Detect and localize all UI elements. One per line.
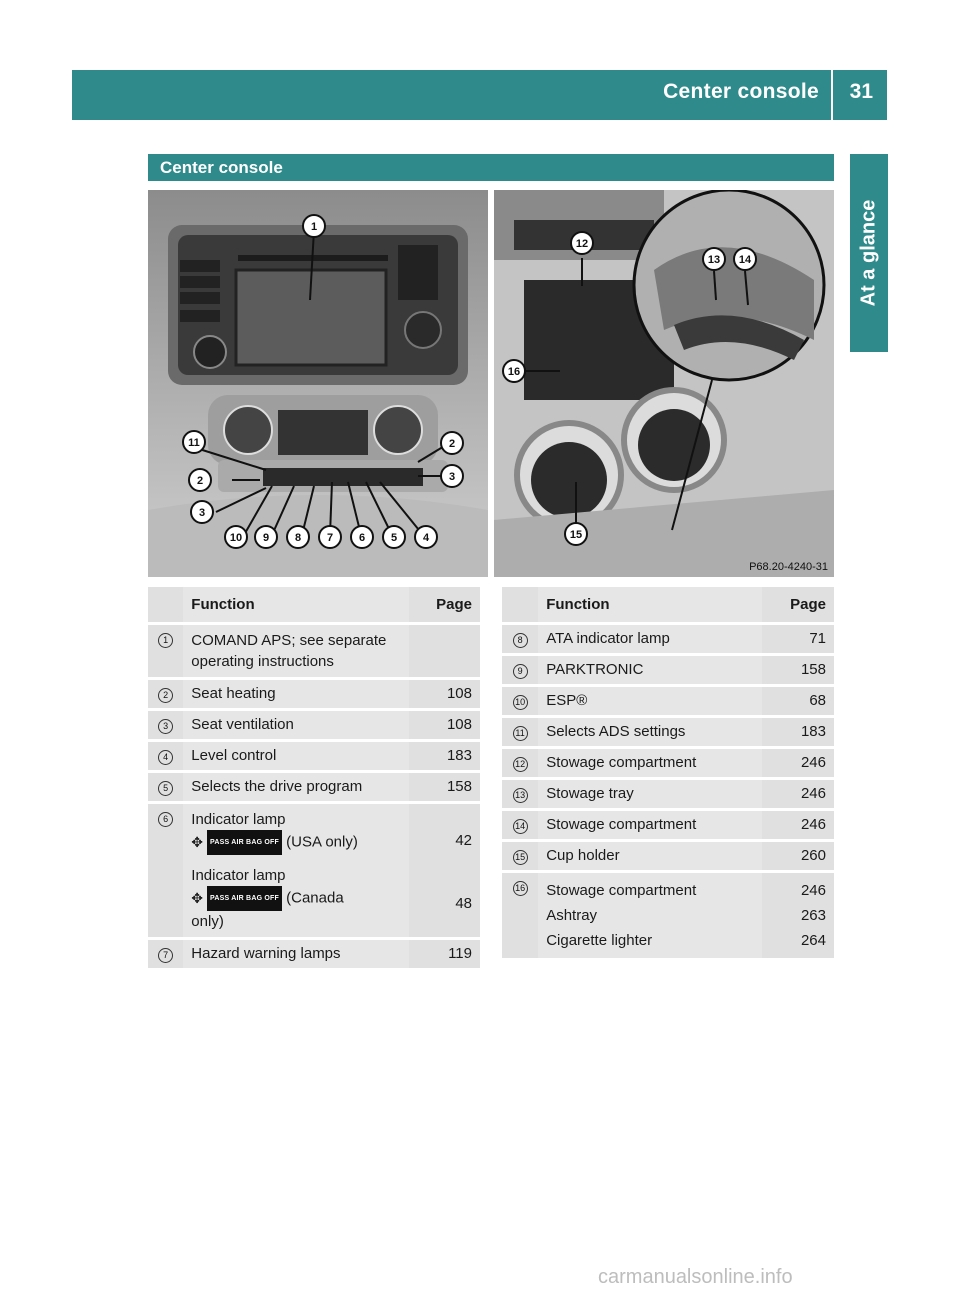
svg-text:6: 6 <box>358 532 366 544</box>
function-cell: Seat heating <box>183 680 408 708</box>
table-row <box>502 718 834 746</box>
table-row <box>502 625 834 653</box>
page-cell: 246 <box>762 780 834 808</box>
svg-text:8: 8 <box>294 532 302 544</box>
table-row <box>502 780 834 808</box>
svg-text:3: 3 <box>198 507 206 519</box>
svg-text:15: 15 <box>569 529 583 541</box>
function-cell: Seat ventilation <box>183 711 408 739</box>
function-cell: Hazard warning lamps <box>183 940 408 968</box>
function-cell: Stowage compartment <box>546 882 697 899</box>
svg-text:7: 7 <box>326 532 334 544</box>
item-number: 8 <box>513 633 528 648</box>
section-bar <box>148 154 834 181</box>
table-row <box>502 656 834 684</box>
left-function-table <box>148 584 480 971</box>
table-row <box>502 873 834 958</box>
side-tab <box>850 154 888 352</box>
photo-reference-id: P68.20-4240-31 <box>749 561 828 573</box>
svg-text:2: 2 <box>196 475 204 487</box>
function-cell: ESP® <box>538 687 761 715</box>
page-header-cell: Page <box>762 587 834 622</box>
table-header-row <box>148 587 480 622</box>
table-header-row <box>502 587 834 622</box>
function-cell: Ashtray <box>546 907 598 924</box>
page-cell: 260 <box>762 842 834 870</box>
function-cell: Level control <box>183 742 408 770</box>
item-number: 15 <box>513 850 528 865</box>
function-cell: Stowage compartment <box>538 749 761 777</box>
page-cell: 68 <box>762 687 834 715</box>
page-cell: 246 <box>762 749 834 777</box>
page-cell: 48 <box>455 895 472 912</box>
page-cell: 42 <box>455 832 472 849</box>
page-cell: 108 <box>409 711 480 739</box>
page-cell: 183 <box>409 742 480 770</box>
table-row <box>502 687 834 715</box>
page-cell: 263 <box>800 907 826 924</box>
svg-text:4: 4 <box>422 532 430 544</box>
svg-text:10: 10 <box>229 532 243 544</box>
function-cell <box>183 804 408 937</box>
function-cell: PARKTRONIC <box>538 656 761 684</box>
svg-text:9: 9 <box>262 532 270 544</box>
svg-text:13: 13 <box>707 254 721 266</box>
table-row <box>148 625 480 677</box>
page-cell: 119 <box>409 940 480 968</box>
table-row <box>502 811 834 839</box>
svg-text:11: 11 <box>188 437 200 449</box>
item-number: 1 <box>158 633 173 648</box>
function-header: Function <box>183 587 408 622</box>
item-number: 12 <box>513 757 528 772</box>
page-cell: 264 <box>800 932 826 949</box>
footer-watermark: carmanualsonline.info <box>598 1266 793 1288</box>
table-row <box>148 742 480 770</box>
pass-air-bag-off-icon: PASS AIR BAG OFF <box>207 886 282 911</box>
page-cell: 108 <box>409 680 480 708</box>
item-number: 11 <box>513 726 528 741</box>
page-cell: 246 <box>800 882 826 899</box>
function-cell: Stowage tray <box>538 780 761 808</box>
item-number: 14 <box>513 819 528 834</box>
item-number: 9 <box>513 664 528 679</box>
table-row <box>148 711 480 739</box>
item-number: 10 <box>513 695 528 710</box>
item-number: 13 <box>513 788 528 803</box>
page-cell: 158 <box>762 656 834 684</box>
side-tab-label: At a glance <box>857 199 880 307</box>
table-row <box>148 680 480 708</box>
dashboard-illustration <box>148 190 488 577</box>
pass-air-bag-off-icon: PASS AIR BAG OFF <box>207 830 282 855</box>
page-header <box>72 70 887 120</box>
table-row <box>502 842 834 870</box>
item-number: 7 <box>158 948 173 963</box>
usa-only-note: (USA only) <box>286 833 358 851</box>
function-cell: Stowage compartment <box>538 811 761 839</box>
canada-note: (Canada <box>286 889 344 907</box>
svg-text:1: 1 <box>310 221 318 233</box>
function-cell: Cigarette lighter <box>546 932 653 949</box>
function-cell: Selects the drive program <box>183 773 408 801</box>
svg-text:5: 5 <box>390 532 398 544</box>
page-cell <box>409 625 480 677</box>
svg-text:3: 3 <box>448 471 456 483</box>
table-row <box>148 773 480 801</box>
function-header: Function <box>538 587 761 622</box>
svg-text:16: 16 <box>507 366 521 378</box>
function-cell: ATA indicator lamp <box>538 625 761 653</box>
header-divider <box>831 70 833 120</box>
page-header-cell: Page <box>409 587 480 622</box>
item-number: 2 <box>158 688 173 703</box>
stowage-photo <box>494 190 834 577</box>
item-number: 3 <box>158 719 173 734</box>
page-cell: 183 <box>762 718 834 746</box>
item-number: 16 <box>513 881 528 896</box>
right-function-table <box>502 584 834 961</box>
table-row <box>148 804 480 937</box>
header-section-title: Center console <box>663 80 819 103</box>
svg-text:2: 2 <box>448 438 456 450</box>
child-seat-icon: ✥ <box>191 890 204 906</box>
section-title: Center console <box>160 158 283 177</box>
item-number: 5 <box>158 781 173 796</box>
table-row <box>502 749 834 777</box>
svg-text:14: 14 <box>738 254 752 266</box>
item-number: 6 <box>158 812 173 827</box>
page-number: 31 <box>849 80 873 103</box>
function-cell: Cup holder <box>538 842 761 870</box>
console-stowage-illustration <box>494 190 834 577</box>
canada-note-2: only) <box>191 913 224 930</box>
page-cell: 246 <box>762 811 834 839</box>
function-cell: COMAND APS; see separate operating instructions <box>183 625 408 677</box>
indicator-lamp-label-2: Indicator lamp <box>191 867 286 884</box>
indicator-lamp-label: Indicator lamp <box>191 811 286 828</box>
page-cell: 71 <box>762 625 834 653</box>
child-seat-icon: ✥ <box>191 834 204 850</box>
center-console-photo <box>148 190 488 577</box>
item-number: 4 <box>158 750 173 765</box>
table-row <box>148 940 480 968</box>
page-cell: 158 <box>409 773 480 801</box>
svg-text:12: 12 <box>575 238 589 250</box>
function-cell: Selects ADS settings <box>538 718 761 746</box>
